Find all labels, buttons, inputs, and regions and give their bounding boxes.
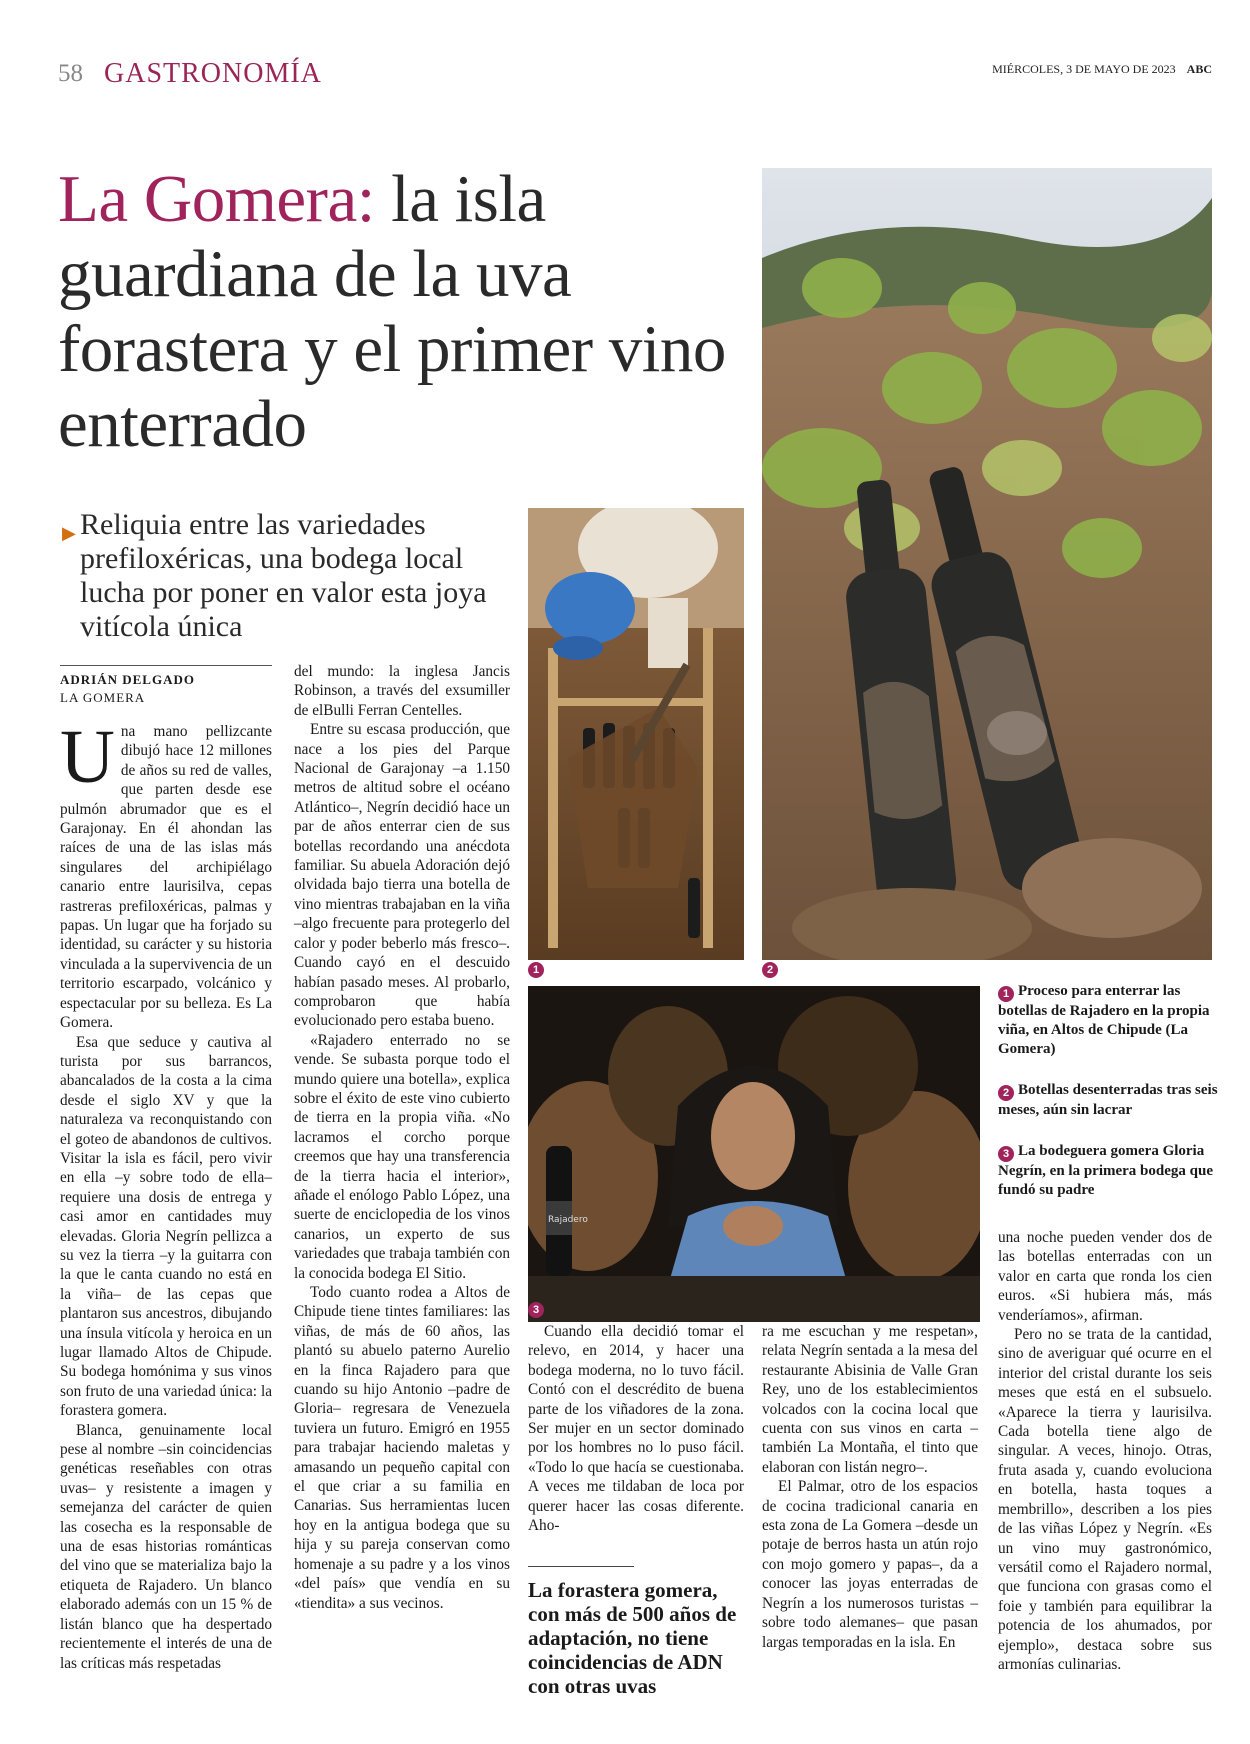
caption-text-1: Proceso para enterrar las botellas de Rajadero en la propia viña, en Altos de Chipude (La Gomera) <box>998 983 1210 1057</box>
headline-accent: La Gomera: <box>58 162 375 236</box>
paragraph: Entre su escasa producción, que nace a los pies del Parque Nacional de Garajonay –a 1.150 metros de altitud sobre el océano Atlántico–, Negrín decidió hace un par de años enterrar cien de sus botellas recordando una anécdota familiar. Su abuela Adoración dejó olvidada bajo tierra una botella de vino mientras trabajaban en la viña –algo frecuente para protegerlo del calor y poder beberlo más fresco–. Cuando cayó en el descuido habían pasado meses. Al probarlo, comprobaron que había evolucionado pero estaba bueno. <box>294 721 510 1030</box>
headline <box>58 162 758 462</box>
section-title: GASTRONOMÍA <box>104 58 322 89</box>
subheadline <box>62 508 506 644</box>
article-column-4 <box>762 1322 978 1652</box>
page-number: 58 <box>58 60 83 87</box>
vineyard-bottles-illustration <box>762 168 1212 960</box>
paragraph <box>60 715 272 1033</box>
caption-2 <box>998 1081 1218 1120</box>
dateline <box>992 62 1212 77</box>
caption-text-2: Botellas desenterradas tras seis meses, aún sin lacrar <box>998 1082 1218 1118</box>
paragraph: Cuando ella decidió tomar el relevo, en 2014, y hacer una bodega moderna, no lo tuvo fácil. Contó con el descrédito de buena parte de los viñadores de la zona. Ser mujer en un sector dominado por los hombres no lo puso fácil. «Todo lo que hacía se cuestionaba. A veces me tildaban de loca por querer hacer las cosas diferente. Aho- <box>528 1323 744 1535</box>
photo-captions <box>998 982 1218 1222</box>
article-column-3 <box>528 1322 744 1535</box>
winemaker-portrait-illustration <box>528 986 980 1322</box>
paragraph: una noche pueden vender dos de las botellas enterradas con un valor en carta que ronda los cien euros. «Si hubiera más, más venderíamos», afirman. <box>998 1229 1212 1324</box>
paragraph: del mundo: la inglesa Jancis Robinson, a través del exsumiller de elBulli Ferran Centelles. <box>294 663 510 719</box>
pull-quote-divider <box>528 1566 634 1567</box>
paragraph-text: na mano pellizcante dibujó hace 12 millones de años su red de valles, que parten desde ese pulmón abrumador que es el Garajonay. En él ahondan las raíces de una de las islas más singulares del archipiélago canario entre laurisilva, cepas rastreras prefiloxéricas, palmas y papas. Un lugar que ha forjado su identidad, su carácter y su historia vinculada a la supervivencia de un territorio escarpado, volcánico y espectacular por su belleza. Es La Gomera. <box>60 723 272 1032</box>
paragraph: El Palmar, otro de los espacios de cocina tradicional canaria en esta zona de La Gomera –desde un potaje de berros hasta un atún rojo con mojo gomero y papas–, da a conocer las joyas enterradas de Negrín a los numerosos turistas –sobre todo alemanes– que pasan largas temporadas en la isla. En <box>762 1478 978 1651</box>
caption-number-3: 3 <box>998 1146 1014 1162</box>
photo-number-3-badge: 3 <box>528 1302 544 1318</box>
paragraph: Todo cuanto rodea a Altos de Chipude tiene tintes familiares: las viñas, de más de 60 años, las plantó su abuelo paterno Aurelio en la finca Rajadero para que cuando su hijo Antonio –padre de Gloria– regresara de Venezuela tuviera un futuro. Emigró en 1955 para trabajar haciendo maletas y amasando un pequeño capital con el que criar a su familia en Canarias. Sus herramientas lucen hoy en la antigua bodega que su hija y su pareja conservan como homenaje a su padre y a los vinos «del país» que vendía en su «tiendita» a sus vecinos. <box>294 1284 510 1612</box>
headline-rest: la isla guardiana de la uva forastera y el primer vino enterrado <box>58 162 726 461</box>
byline-divider <box>60 665 272 666</box>
caption-number-1: 1 <box>998 986 1014 1002</box>
date: MIÉRCOLES, 3 DE MAYO DE 2023 <box>992 62 1176 76</box>
burying-bottles-illustration <box>528 508 744 960</box>
paragraph: «Rajadero enterrado no se vende. Se subasta porque todo el mundo quiere una botella», explica sobre el éxito de este vino cubierto de tierra en la propia viña. «No lacramos el corcho porque creemos que hay una transferencia de la tierra hacia el interior», añade el enólogo Pablo López, una suerte de enciclopedia de los vinos canarios, un experto de sus variedades que trabaja también con la conocida bodega El Sitio. <box>294 1031 510 1282</box>
article-column-2 <box>294 662 510 1613</box>
author-name: ADRIÁN DELGADO <box>60 672 195 687</box>
dropcap: U <box>60 715 115 799</box>
caption-text-3: La bodeguera gomera Gloria Negrín, en la primera bodega que fundó su padre <box>998 1143 1213 1198</box>
photo-number-2-badge: 2 <box>762 962 778 978</box>
photo-burying-bottles <box>528 508 744 960</box>
paragraph: Pero no se trata de la cantidad, sino de averiguar qué ocurre en el interior del cristal durante los seis meses que está en el subsuelo. «Aparece la tierra y laurisilva. Cada botella tiene algo de singular. A veces, hinojo. Otras, fruta asada y, cuando evoluciona en botella, hasta toques a membrillo», describen a los pies de las viñas López y Negrín. «Es un vino muy gastronómico, versátil como el Rajadero normal, que funciona con grasas como el foie y también para equilibrar la potencia de los ahumados, por ejemplo», destaca sobre sus armonías culinarias. <box>998 1326 1212 1673</box>
triangle-bullet-icon: ▶ <box>62 523 76 543</box>
photo-unearthed-bottles <box>762 168 1212 960</box>
publication-name: ABC <box>1186 62 1212 76</box>
article-column-1 <box>60 715 272 1673</box>
bottle-label-text: Rajadero <box>548 1215 588 1225</box>
caption-3 <box>998 1142 1218 1200</box>
photo-winemaker-portrait <box>528 986 980 1322</box>
article-column-5 <box>998 1228 1212 1674</box>
paragraph: ra me escuchan y me respetan», relata Negrín sentada a la mesa del restaurante Abisinia de Valle Gran Rey, uno de los establecimientos volcados con la cocina local que cuenta con sus vinos en carta –también La Montaña, el tinto que elaboran con listán negro–. <box>762 1323 978 1476</box>
caption-1 <box>998 982 1218 1059</box>
pull-quote: La forastera gomera, con más de 500 años de adaptación, no tiene coincidencias de ADN con otras uvas <box>528 1578 737 1698</box>
subheadline-text: Reliquia entre las variedades prefiloxéricas, una bodega local lucha por poner en valor esta joya vitícola única <box>80 508 487 643</box>
paragraph: Blanca, genuinamente local pese al nombre –sin coincidencias genéticas reseñables con otras uvas– y resistente a imagen y semejanza del carácter de quien las cosecha es la responsable de una de esas historias románticas del vino que se materializa bajo la etiqueta de Rajadero. Un blanco elaborado además con un 15 % de listán blanco que ha despertado recientemente el interés de una de las críticas más respetadas <box>60 1421 272 1672</box>
paragraph: Esa que seduce y cautiva al turista por sus barrancos, abancalados de la costa a la cima desde el siglo XV y que la naturaleza va reconquistando con el goteo de abandonos de cultivos. Visitar la isla es fácil, pero vivir en ella –y sobre todo de ella– requiere una dosis de entrega y casi amor en cantidades muy elevadas. Gloria Negrín pellizca a su vez la tierra –y la guitarra con la que le canta cuando no está en la viña– de las cepas que plantaron sus ancestros, dibujando una ínsula vitícola y heroica en un lugar llamado Altos de Chipude. Su bodega homónima y sus vinos son fruto de una variedad única: la forastera gomera. <box>60 1033 272 1420</box>
caption-number-2: 2 <box>998 1085 1014 1101</box>
photo-number-1-badge: 1 <box>528 962 544 978</box>
author-location: LA GOMERA <box>60 690 146 705</box>
